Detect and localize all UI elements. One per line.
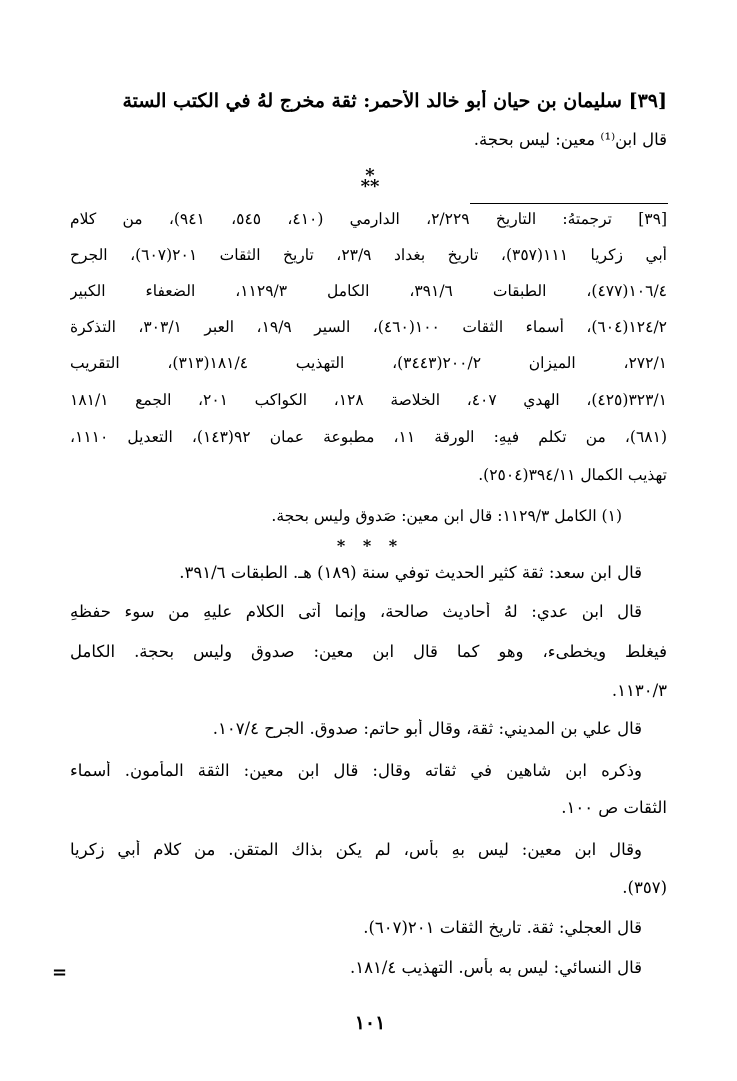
footnote: (١) الكامل ١١٢٩/٣: قال ابن معين: صَدوق وليس بحجة. — [271, 507, 622, 525]
paragraph-line: قال علي بن المديني: ثقة، وقال أبو حاتم: صدوق. الجرح ١٠٧/٤. — [212, 719, 642, 738]
paragraph-line: فيغلط ويخطىء، وهو كما قال ابن معين: صدوق وليس بحجة. الكامل — [70, 642, 667, 661]
paragraph-line: الثقات ص ١٠٠. — [561, 798, 667, 817]
notes-line: (٦٨١)، من تكلم فيهِ: الورقة ١١، مطبوعة عمان ٩٢(١٤٣)، التعديل ١١١٠، — [70, 428, 667, 446]
notes-rule — [470, 203, 668, 204]
entry-line-2: قال ابن⁽¹⁾ معين: ليس بحجة. — [473, 130, 667, 149]
asterism: * ** — [360, 165, 380, 197]
paragraph-line: وقال ابن معين: ليس بهِ بأس، لم يكن بذاك المتقن. من كلام أبي زكريا — [70, 840, 642, 859]
paragraph-line: وذكره ابن شاهين في ثقاته وقال: قال ابن معين: الثقة المأمون. أسماء — [70, 761, 642, 780]
paragraph-line: قال النسائي: ليس به بأس. التهذيب ١٨١/٤. — [349, 958, 642, 977]
notes-line: ٣٢٣/١(٤٢٥)، الهدي ٤٠٧، الخلاصة ١٢٨، الكواكب ٢٠١، الجمع ١٨١/١ — [70, 391, 667, 409]
paragraph-line: قال ابن عدي: لهُ أحاديث صالحة، وإنما أتى الكلام عليهِ من سوء حفظهِ — [70, 602, 642, 621]
notes-line: أبي زكريا ١١١(٣٥٧)، تاريخ بغداد ٢٣/٩، تاريخ الثقات ٢٠١(٦٠٧)، الجرح — [70, 246, 667, 264]
paragraph-line: (٣٥٧). — [622, 878, 667, 897]
entry-heading: [٣٩] سليمان بن حيان أبو خالد الأحمر: ثقة مخرج لهُ في الكتب الستة — [122, 90, 667, 112]
paragraph-line: قال العجلي: ثقة. تاريخ الثقات ٢٠١(٦٠٧). — [363, 918, 642, 937]
section-separator: * * * — [336, 536, 404, 555]
paragraph-line: قال ابن سعد: ثقة كثير الحديث توفي سنة (١٨٩) هـ. الطبقات ٣٩١/٦. — [179, 563, 642, 582]
notes-line: ٢٧٢/١، الميزان ٢٠٠/٢(٣٤٤٣)، التهذيب ١٨١/٤(٣١٣)، التقريب — [70, 354, 667, 372]
notes-line: [٣٩] ترجمتهُ: التاريخ ٢/٢٢٩، الدارمي (٤١٠، ٥٤٥، ٩٤١)، من كلام — [70, 210, 667, 228]
notes-line: ١٢٤/٢(٦٠٤)، أسماء الثقات ١٠٠(٤٦٠)، السير ١٩/٩، العبر ٣٠٣/١، التذكرة — [70, 318, 667, 336]
paragraph-line: ١١٣٠/٣. — [611, 681, 667, 700]
notes-line: ١٠٦/٤(٤٧٧)، الطبقات ٣٩١/٦، الكامل ١١٢٩/٣، الضعفاء الكبير — [70, 282, 667, 300]
continuation-mark: = — [52, 962, 68, 983]
page-number: ١٠١ — [354, 1012, 386, 1034]
notes-line: تهذيب الكمال ٣٩٤/١١(٢٥٠٤). — [478, 466, 667, 484]
